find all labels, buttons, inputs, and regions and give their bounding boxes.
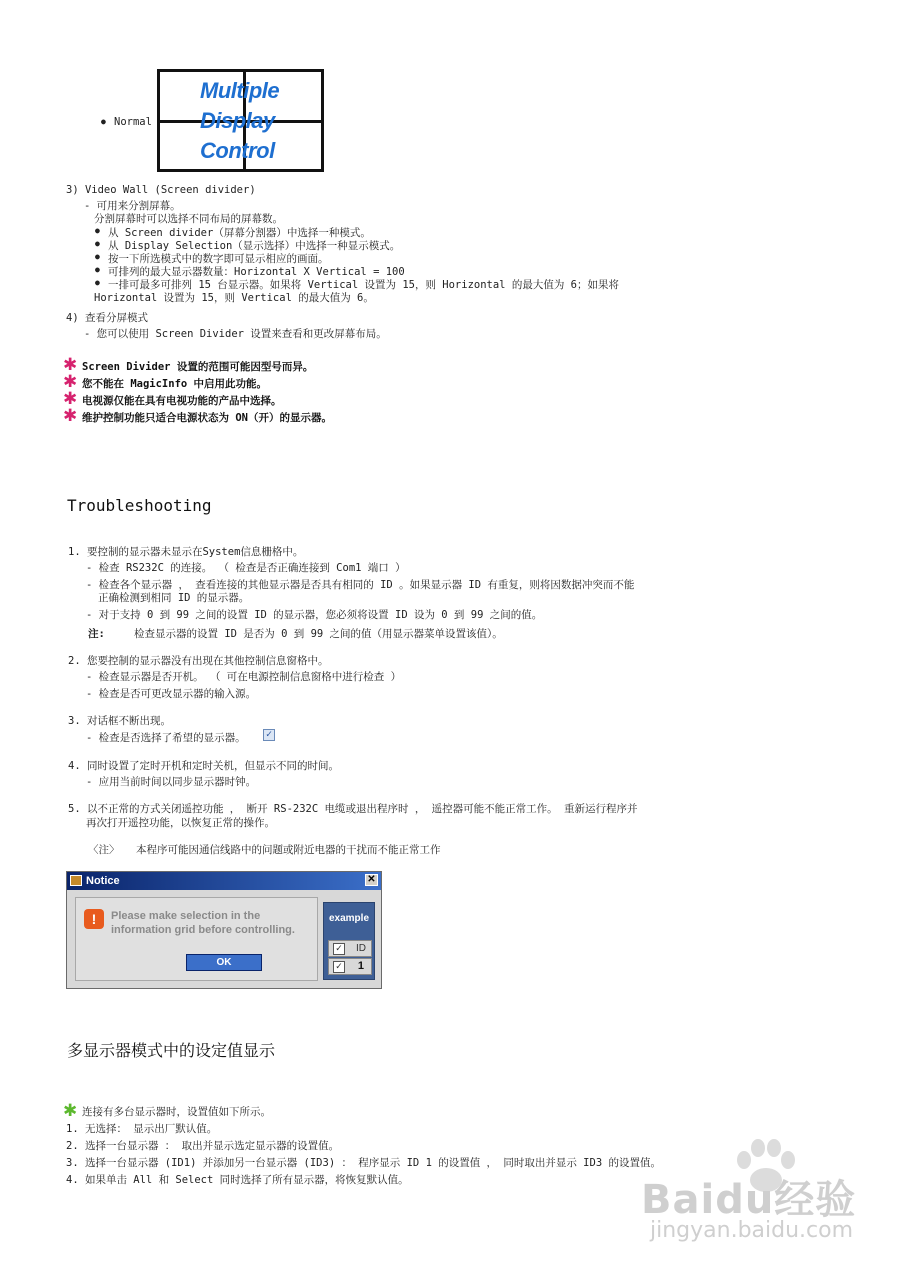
- ts-item-title: 4. 同时设置了定时开机和定时关机，但显示不同的时间。: [68, 760, 339, 772]
- note-warning: Screen Divider 设置的范围可能因型号而异。: [82, 361, 314, 373]
- mdc-logo: [200, 76, 279, 166]
- settings-item: 1. 无选择： 显示出厂默认值。: [66, 1123, 218, 1135]
- ts-note-label: 〈注〉: [88, 844, 120, 856]
- star-icon: ✱: [63, 372, 78, 392]
- ts-item-title: 2. 您要控制的显示器没有出现在其他控制信息窗格中。: [68, 655, 329, 667]
- ts-note-text: 本程序可能因通信线路中的问题或附近电器的干扰而不能正常工作: [136, 844, 441, 856]
- id-value: 1: [357, 960, 364, 972]
- close-icon[interactable]: ✕: [365, 874, 378, 886]
- troubleshooting-heading: Troubleshooting: [67, 496, 212, 515]
- warning-icon: !: [84, 909, 104, 929]
- notice-dialog: [66, 871, 382, 989]
- video-wall-line: 分割屏幕时可以选择不同布局的屏幕数。: [94, 213, 283, 225]
- example-panel: [323, 902, 375, 980]
- ts-item-line: - 检查 RS232C 的连接。 （ 检查是否正确连接到 Com1 端口 ）: [86, 562, 406, 574]
- dialog-title: Notice: [86, 875, 120, 887]
- checkbox-icon: ✓: [263, 729, 275, 741]
- video-wall-bullet: ● 按一下所选模式中的数字即可显示相应的画面。: [108, 251, 329, 266]
- checkbox-icon: ✓: [333, 943, 345, 955]
- settings-item: 4. 如果单击 All 和 Select 同时选择了所有显示器，将恢复默认值。: [66, 1174, 409, 1186]
- ts-item-title: 1. 要控制的显示器未显示在System信息栅格中。: [68, 546, 304, 558]
- ok-button[interactable]: OK: [186, 954, 262, 971]
- example-title: example: [328, 913, 370, 924]
- id-column-label: ID: [356, 943, 366, 954]
- star-icon: ✱: [63, 1101, 78, 1121]
- ts-item-line: - 检查是否可更改显示器的输入源。: [86, 688, 257, 700]
- settings-item: 2. 选择一台显示器 ： 取出并显示选定显示器的设置值。: [66, 1140, 340, 1152]
- video-wall-bullet-cont: Horizontal 设置为 15，则 Vertical 的最大值为 6。: [94, 292, 374, 304]
- checkbox-icon: ✓: [333, 961, 345, 973]
- dialog-message: Please make selection in the information grid before controlling.: [111, 910, 295, 936]
- ts-item-line: - 对于支持 0 到 99 之间的设置 ID 的显示器，您必须将设置 ID 设为 0 到 99 之间的值。: [86, 609, 543, 621]
- video-wall-bullet: ● 可排列的最大显示器数量：Horizontal X Vertical = 100: [108, 264, 405, 279]
- video-wall-bullet: ● 从 Display Selection（显示选择）中选择一种显示模式。: [108, 238, 400, 253]
- star-icon: ✱: [63, 406, 78, 426]
- split-view-title: 4) 查看分屏模式: [66, 312, 148, 324]
- note-warning: 您不能在 MagicInfo 中启用此功能。: [82, 378, 268, 390]
- ts-item-title: 3. 对话框不断出现。: [68, 715, 171, 727]
- video-wall-bullet: ● 一排可最多可排列 15 台显示器。如果将 Vertical 设置为 15，则 Horizontal 的最大值为 6；如果将: [108, 277, 619, 292]
- note-warning: 维护控制功能只适合电源状态为 ON（开）的显示器。: [82, 412, 332, 424]
- normal-label: ● Normal: [114, 116, 152, 128]
- mdc-logo-line: Control: [200, 138, 275, 163]
- star-icon: ✱: [63, 355, 78, 375]
- app-icon: [70, 875, 82, 886]
- note-warning: 电视源仅能在具有电视功能的产品中选择。: [82, 395, 282, 407]
- settings-heading: 多显示器模式中的设定值显示: [67, 1041, 276, 1060]
- watermark-url: jingyan.baidu.com: [650, 1218, 854, 1243]
- example-data-row: [328, 958, 372, 975]
- ts-item-title-cont: 再次打开遥控功能，以恢复正常的操作。: [86, 817, 275, 829]
- ts-item-line: - 检查显示器是否开机。 （ 可在电源控制信息窗格中进行检查 ）: [86, 671, 402, 683]
- video-wall-title: 3) Video Wall (Screen divider): [66, 184, 256, 196]
- watermark-brand: Baidu经验: [641, 1177, 857, 1223]
- example-header-row: [328, 940, 372, 957]
- video-wall-bullet: ● 从 Screen divider（屏幕分割器）中选择一种模式。: [108, 225, 371, 240]
- ts-item-title: 5. 以不正常的方式关闭遥控功能 ， 断开 RS-232C 电缆或退出程序时 ， 遥控器可能不能正常工作。 重新运行程序并: [68, 803, 638, 815]
- dialog-body: [75, 897, 318, 981]
- dialog-title-bar: [67, 872, 381, 890]
- mdc-logo-line: Multiple: [200, 78, 280, 103]
- ts-item-line: 正确检测到相同 ID 的显示器。: [98, 592, 250, 604]
- star-icon: ✱: [63, 389, 78, 409]
- ts-item-line: - 检查是否选择了希望的显示器。: [86, 732, 246, 744]
- split-view-line: - 您可以使用 Screen Divider 设置来查看和更改屏幕布局。: [84, 328, 387, 340]
- video-wall-line: - 可用来分割屏幕。: [84, 200, 181, 212]
- ts-note-label: 注:: [88, 628, 105, 640]
- ts-item-line: - 检查各个显示器 ， 查看连接的其他显示器是否具有相同的 ID 。如果显示器 ID 有重复，则将因数据冲突而不能: [86, 579, 635, 591]
- settings-item: 3. 选择一台显示器 (ID1) 并添加另一台显示器 (ID3) ： 程序显示 ID 1 的设置值 ， 同时取出并显示 ID3 的设置值。: [66, 1157, 661, 1169]
- ts-item-line: - 应用当前时间以同步显示器时钟。: [86, 776, 257, 788]
- mdc-logo-line: Display: [200, 108, 275, 133]
- settings-intro: 连接有多台显示器时，设置值如下所示。: [82, 1106, 271, 1118]
- ts-note-text: 检查显示器的设置 ID 是否为 0 到 99 之间的值（用显示器菜单设置该值）。: [134, 628, 503, 640]
